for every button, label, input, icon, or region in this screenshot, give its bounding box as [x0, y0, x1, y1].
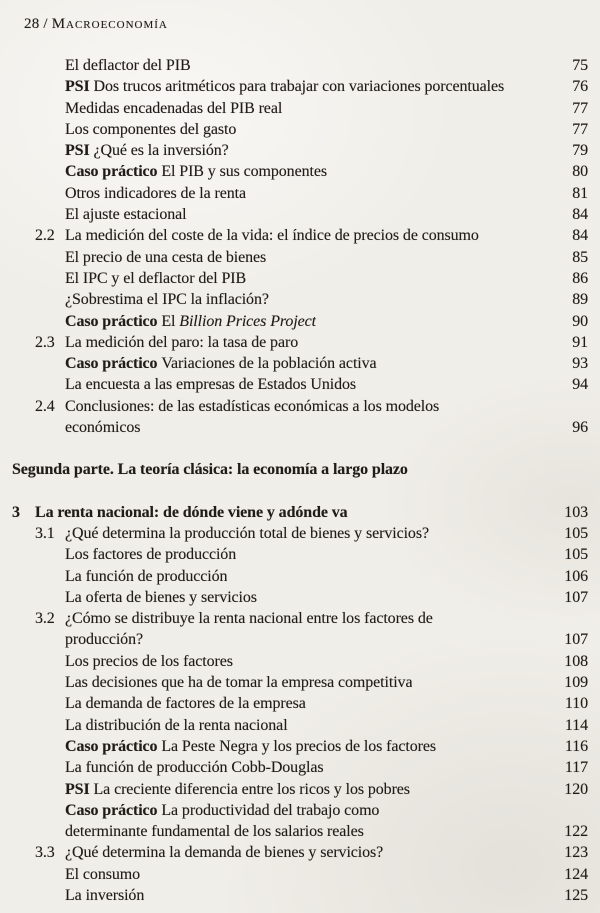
toc-entry-text: Caso práctico El Billion Prices Project — [65, 312, 317, 330]
toc-entry — [12, 55, 588, 76]
toc-entry — [12, 225, 588, 246]
toc-entry — [12, 119, 588, 140]
toc-entry-page: 108 — [564, 652, 588, 670]
toc-entry — [12, 247, 588, 268]
toc-entry-text: PSI Dos trucos aritméticos para trabajar con variaciones porcentuales — [65, 78, 505, 96]
toc-entry — [12, 502, 588, 523]
toc-entry-page: 120 — [564, 780, 588, 798]
toc-entry-text: El ajuste estacional — [65, 206, 187, 224]
toc-entry-number: 3.3 — [35, 844, 55, 862]
toc-entry-text: Caso práctico La productividad del trabajo como — [65, 801, 380, 819]
toc-entry-text: Otros indicadores de la renta — [65, 184, 247, 202]
toc-entry-page: 76 — [572, 78, 588, 96]
toc-entry-page: 106 — [564, 567, 588, 585]
toc-entry — [12, 651, 588, 672]
toc-entry — [12, 629, 588, 650]
toc-entry — [12, 374, 588, 395]
toc-entry-text: PSI La creciente diferencia entre los ricos y los pobres — [65, 780, 410, 798]
toc-entry — [12, 544, 588, 565]
toc-entry — [12, 587, 588, 608]
toc-entry-text: El IPC y el deflactor del PIB — [65, 269, 247, 287]
toc-entry-page: 93 — [572, 355, 588, 373]
toc-entry — [12, 76, 588, 97]
toc-entry-page: 122 — [564, 823, 588, 841]
toc-entry-text: PSI ¿Qué es la inversión? — [65, 142, 229, 160]
toc-entry-page: 89 — [572, 291, 588, 309]
toc-entry-text: La demanda de factores de la empresa — [65, 695, 306, 713]
toc-entry-page: 107 — [564, 588, 588, 606]
toc-entry — [12, 204, 588, 225]
toc-entry-text: La función de producción Cobb-Douglas — [65, 759, 324, 777]
toc-entry — [12, 183, 588, 204]
toc-entry-text: El precio de una cesta de bienes — [65, 248, 267, 266]
toc-entry — [12, 800, 588, 821]
toc-entry-page: 107 — [564, 631, 588, 649]
toc-entry-page: 84 — [572, 206, 588, 224]
toc-entry-text: La inversión — [65, 886, 145, 904]
toc-entry — [12, 693, 588, 714]
toc-entry-page: 125 — [564, 886, 588, 904]
toc-entry-page: 117 — [564, 759, 588, 777]
toc-entry-page: 105 — [564, 546, 588, 564]
toc-entry-text: ¿Cómo se distribuye la renta nacional entre los factores de — [65, 610, 433, 628]
toc-entry-page: 94 — [572, 376, 588, 394]
toc-entry-number: 2.3 — [35, 333, 55, 351]
toc-entry-text: Los componentes del gasto — [65, 120, 237, 138]
toc-entry-text: La renta nacional: de dónde viene y adónde va — [35, 503, 348, 521]
toc-entry — [12, 672, 588, 693]
toc-entry — [12, 98, 588, 119]
toc-entry-page: 109 — [564, 674, 588, 692]
toc-entry-page: 80 — [572, 163, 588, 181]
toc-entry — [12, 864, 588, 885]
toc-entry-page: 116 — [564, 737, 588, 755]
book-title: Macroeconomía — [51, 16, 168, 32]
toc-entry-text: Conclusiones: de las estadísticas económicas a los modelos — [65, 397, 440, 415]
toc-entry-page: 77 — [572, 99, 588, 117]
toc-entry — [12, 161, 588, 182]
toc-entry-page: 77 — [572, 120, 588, 138]
toc-entry — [12, 289, 588, 310]
folio-page-number: 28 — [24, 16, 40, 32]
toc-entry-page: 123 — [564, 844, 588, 862]
toc-entry — [12, 417, 588, 438]
toc-entry-text: ¿Qué determina la producción total de bienes y servicios? — [65, 524, 429, 542]
toc-entry — [12, 842, 588, 863]
toc-entry — [12, 608, 588, 629]
toc-entry — [12, 757, 588, 778]
toc-entry-text: Los factores de producción — [65, 546, 237, 564]
toc-entry — [12, 268, 588, 289]
toc-entry-text: producción? — [65, 631, 143, 649]
toc-entry-text: Caso práctico El PIB y sus componentes — [65, 163, 327, 181]
toc-entry-text: Medidas encadenadas del PIB real — [65, 99, 283, 117]
toc-entry-number: 2.2 — [35, 227, 55, 245]
toc-entry-text: ¿Sobrestima el IPC la inflación? — [65, 291, 269, 309]
toc-entry — [12, 779, 588, 800]
toc-entry — [12, 311, 588, 332]
toc-entry-page: 81 — [572, 184, 588, 202]
header-separator: / — [39, 16, 52, 32]
toc-entry-number: 3 — [12, 503, 20, 521]
toc-entry-page: 110 — [564, 695, 588, 713]
toc-entry — [12, 353, 588, 374]
toc-entry — [12, 566, 588, 587]
toc-entry — [12, 715, 588, 736]
toc-entry-page: 124 — [564, 865, 588, 883]
toc-entry — [12, 332, 588, 353]
toc-entry-text: ¿Qué determina la demanda de bienes y servicios? — [65, 844, 384, 862]
toc-entry-text: económicos — [65, 419, 141, 437]
page-header — [12, 14, 588, 34]
toc-entry-page: 114 — [564, 716, 588, 734]
toc-part-heading — [12, 459, 588, 480]
toc-entry-page: 103 — [564, 503, 588, 521]
toc-entry-page: 86 — [572, 269, 588, 287]
toc-entry — [12, 140, 588, 161]
toc-entry-text: El consumo — [65, 865, 140, 883]
toc-entry-text: La oferta de bienes y servicios — [65, 588, 257, 606]
toc-entry-text: Las decisiones que ha de tomar la empresa competitiva — [65, 674, 413, 692]
toc-entry-text: determinante fundamental de los salarios reales — [65, 823, 364, 841]
toc-entry-text: El deflactor del PIB — [65, 57, 191, 74]
toc-entry-page: 85 — [572, 248, 588, 266]
toc-entry-page: 96 — [572, 419, 588, 437]
toc-entry — [12, 821, 588, 842]
toc-entry — [12, 885, 588, 906]
toc-entry — [12, 396, 588, 417]
toc-entry-text: La medición del paro: la tasa de paro — [65, 333, 299, 351]
toc-entry-page: 84 — [572, 227, 588, 245]
toc-entry-text: La encuesta a las empresas de Estados Unidos — [65, 376, 357, 394]
toc-entry-page: 75 — [572, 57, 588, 74]
toc-entry-page: 105 — [564, 524, 588, 542]
table-of-contents — [12, 55, 588, 906]
toc-entry-number: 2.4 — [35, 397, 55, 415]
toc-entry-page: 90 — [572, 312, 588, 330]
toc-entry-text: Caso práctico La Peste Negra y los precios de los factores — [65, 737, 436, 755]
toc-entry-page: 91 — [572, 333, 588, 351]
toc-entry-text: Caso práctico Variaciones de la población activa — [65, 355, 377, 373]
toc-entry-text: La distribución de la renta nacional — [65, 716, 288, 734]
toc-entry — [12, 523, 588, 544]
toc-entry-number: 3.1 — [35, 524, 55, 542]
toc-entry-text: La medición del coste de la vida: el índice de precios de consumo — [65, 227, 479, 245]
toc-entry-number: 3.2 — [35, 610, 55, 628]
toc-entry-text: Segunda parte. La teoría clásica: la economía a largo plazo — [12, 461, 408, 479]
toc-entry-text: Los precios de los factores — [65, 652, 233, 670]
toc-entry-page: 79 — [572, 142, 588, 160]
toc-entry-text: La función de producción — [65, 567, 228, 585]
toc-entry — [12, 736, 588, 757]
